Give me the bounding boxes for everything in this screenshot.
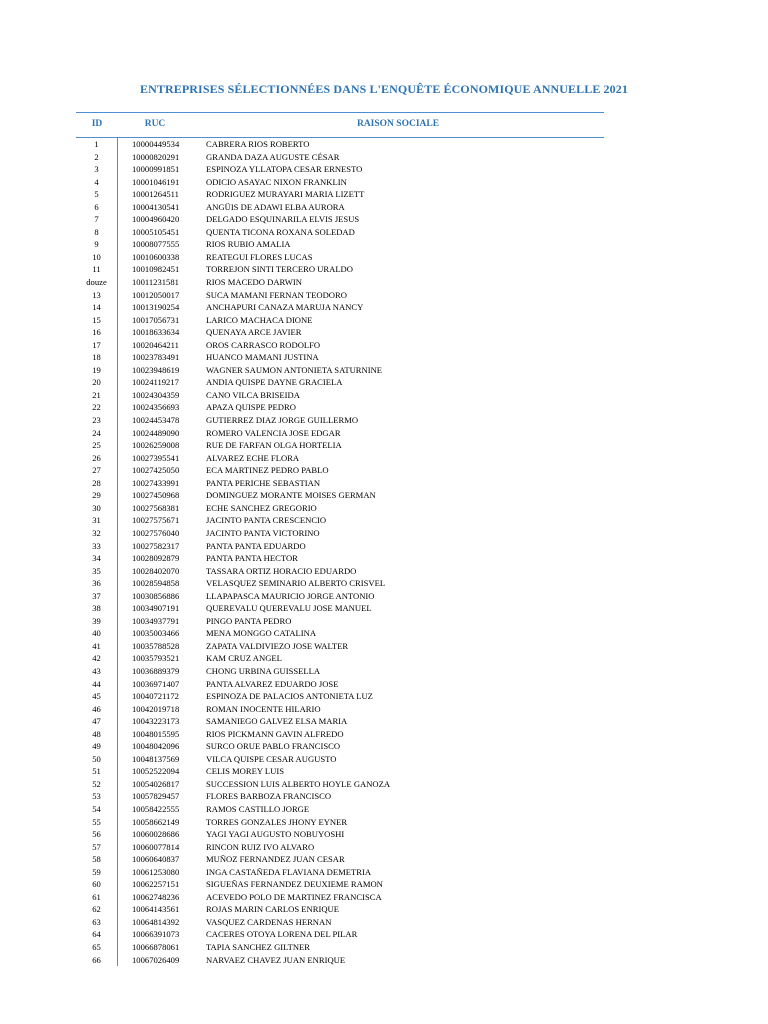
cell-ruc: 10035788528 — [132, 640, 180, 651]
cell-id: 66 — [92, 954, 101, 965]
table-row — [76, 778, 604, 791]
cell-ruc: 10027425050 — [132, 465, 180, 476]
cell-raison-sociale: VELASQUEZ SEMINARIO ALBERTO CRISVEL — [206, 578, 386, 589]
cell-ruc: 10048137569 — [132, 753, 180, 764]
cell-raison-sociale: ESPINOZA DE PALACIOS ANTONIETA LUZ — [206, 691, 373, 702]
cell-raison-sociale: SURCO ORUE PABLO FRANCISCO — [206, 741, 341, 752]
cell-id: 8 — [94, 226, 99, 237]
cell-id: 43 — [92, 665, 101, 676]
table-row — [76, 878, 604, 891]
cell-raison-sociale: ALVAREZ ECHE FLORA — [206, 452, 300, 463]
cell-id: 19 — [92, 364, 101, 375]
cell-raison-sociale: WAGNER SAUMON ANTONIETA SATURNINE — [206, 364, 383, 375]
cell-raison-sociale: PINGO PANTA PEDRO — [206, 615, 292, 626]
cell-id: 9 — [94, 239, 99, 250]
cell-ruc: 10040721172 — [132, 691, 179, 702]
cell-raison-sociale: ANCHAPURI CANAZA MARUJA NANCY — [206, 302, 364, 313]
table-row — [76, 753, 604, 766]
cell-raison-sociale: ANDIA QUISPE DAYNE GRACIELA — [206, 377, 343, 388]
table-row — [76, 828, 604, 841]
cell-raison-sociale: ECA MARTINEZ PEDRO PABLO — [206, 465, 329, 476]
cell-id: 63 — [92, 916, 101, 927]
cell-raison-sociale: CANO VILCA BRISEIDA — [206, 389, 300, 400]
cell-raison-sociale: INGA CASTAÑEDA FLAVIANA DEMETRIA — [206, 866, 372, 877]
cell-ruc: 10066878061 — [132, 942, 180, 952]
cell-raison-sociale: JACINTO PANTA CRESCENCIO — [206, 515, 327, 526]
table-row — [76, 602, 604, 615]
table-row — [76, 138, 604, 151]
cell-ruc: 10023783491 — [132, 352, 180, 363]
cell-id: 28 — [92, 477, 101, 488]
cell-ruc: 10026259008 — [132, 440, 180, 451]
cell-id: 5 — [94, 189, 99, 200]
table-row — [76, 790, 604, 803]
cell-ruc: 10027433991 — [132, 477, 180, 488]
cell-id: 62 — [92, 904, 101, 915]
cell-ruc: 10004130541 — [132, 201, 180, 212]
cell-id: 50 — [92, 753, 101, 764]
table-row — [76, 703, 604, 716]
cell-id: 58 — [92, 854, 101, 865]
cell-ruc: 10000991851 — [132, 164, 180, 175]
cell-raison-sociale: ROJAS MARIN CARLOS ENRIQUE — [206, 904, 339, 915]
cell-id: 35 — [92, 565, 101, 576]
cell-ruc: 10024489090 — [132, 427, 180, 438]
cell-id: 2 — [94, 151, 99, 162]
table-row — [76, 464, 604, 477]
cell-ruc: 10060077814 — [132, 841, 180, 852]
table-row — [76, 690, 604, 703]
table-row — [76, 351, 604, 364]
cell-raison-sociale: VILCA QUISPE CESAR AUGUSTO — [206, 753, 337, 764]
table-row — [76, 439, 604, 452]
table-row — [76, 540, 604, 553]
cell-ruc: 10064143561 — [132, 904, 180, 915]
cell-ruc: 10024356693 — [132, 402, 180, 413]
cell-id: 3 — [94, 164, 99, 175]
cell-ruc: 10024119217 — [132, 377, 179, 388]
table-row — [76, 590, 604, 603]
cell-raison-sociale: LARICO MACHACA DIONE — [206, 314, 313, 325]
table-row — [76, 389, 604, 402]
cell-raison-sociale: GRANDA DAZA AUGUSTE CÉSAR — [206, 151, 340, 162]
cell-id: 32 — [92, 527, 101, 538]
cell-id: 24 — [92, 427, 101, 438]
cell-id: 57 — [92, 841, 101, 852]
cell-ruc: 10064814392 — [132, 916, 180, 927]
cell-id: 40 — [92, 628, 101, 639]
cell-ruc: 10013190254 — [132, 302, 180, 313]
cell-ruc: 10036971407 — [132, 678, 180, 689]
table-row — [76, 841, 604, 854]
cell-id: 6 — [94, 201, 99, 212]
table-row — [76, 678, 604, 691]
cell-raison-sociale: TORREJON SINTI TERCERO URALDO — [206, 264, 353, 275]
table-row — [76, 740, 604, 753]
cell-ruc: 10001046191 — [132, 176, 180, 187]
table-row — [76, 201, 604, 214]
cell-id: 59 — [92, 866, 101, 877]
cell-raison-sociale: TAPIA SANCHEZ GILTNER — [206, 942, 311, 952]
table-row — [76, 289, 604, 302]
table-row — [76, 477, 604, 490]
cell-ruc: 10001264511 — [132, 189, 179, 200]
cell-ruc: 10008077555 — [132, 239, 180, 250]
table-row — [76, 640, 604, 653]
table-row — [76, 577, 604, 590]
cell-ruc: 10028092879 — [132, 553, 180, 564]
table-row — [76, 954, 604, 967]
cell-ruc: 10048042096 — [132, 741, 180, 752]
table-row — [76, 226, 604, 239]
cell-ruc: 10017056731 — [132, 314, 180, 325]
cell-raison-sociale: MUÑOZ FERNANDEZ JUAN CESAR — [206, 854, 345, 865]
cell-ruc: 10027575671 — [132, 515, 180, 526]
cell-raison-sociale: RIOS PICKMANN GAVIN ALFREDO — [206, 728, 344, 739]
table-row — [76, 928, 604, 941]
cell-ruc: 10052522094 — [132, 766, 180, 777]
table-row — [76, 176, 604, 189]
cell-id: 7 — [94, 214, 99, 225]
cell-id: 22 — [92, 402, 101, 413]
cell-id: 1 — [94, 139, 99, 149]
cell-raison-sociale: RODRIGUEZ MURAYARI MARIA LIZETT — [206, 189, 365, 200]
header-raison-sociale: RAISON SOCIALE — [356, 119, 440, 129]
table-row — [76, 665, 604, 678]
cell-id: 55 — [92, 816, 101, 827]
cell-id: 29 — [92, 490, 101, 501]
cell-ruc: 10012050017 — [132, 289, 180, 300]
cell-ruc: 10020464211 — [132, 339, 179, 350]
table-row — [76, 263, 604, 276]
cell-raison-sociale: NARVAEZ CHAVEZ JUAN ENRIQUE — [206, 954, 346, 965]
table-row — [76, 866, 604, 879]
table-row — [76, 326, 604, 339]
table-row — [76, 916, 604, 929]
cell-raison-sociale: PANTA PERICHE SEBASTIAN — [206, 477, 321, 488]
cell-raison-sociale: DELGADO ESQUINARILA ELVIS JESUS — [206, 214, 360, 225]
table-row — [76, 414, 604, 427]
cell-raison-sociale: ESPINOZA YLLATOPA CESAR ERNESTO — [206, 164, 363, 175]
cell-raison-sociale: ODICIO ASAYAC NIXON FRANKLIN — [206, 176, 347, 187]
cell-id: 38 — [92, 603, 101, 614]
cell-id: 36 — [92, 578, 101, 589]
cell-raison-sociale: ROMERO VALENCIA JOSE EDGAR — [206, 427, 341, 438]
table-row — [76, 765, 604, 778]
cell-raison-sociale: QUEREVALU QUEREVALU JOSE MANUEL — [206, 603, 372, 614]
table-row — [76, 489, 604, 502]
cell-id: 13 — [92, 289, 101, 300]
cell-raison-sociale: CACERES OTOYA LORENA DEL PILAR — [206, 929, 358, 940]
cell-ruc: 10035793521 — [132, 653, 180, 664]
document-title: ENTREPRISES SÉLECTIONNÉES DANS L'ENQUÊTE ÉCONOMIQUE ANNUELLE 2021 — [140, 82, 628, 96]
table-body — [76, 138, 604, 966]
table-row — [76, 151, 604, 164]
cell-raison-sociale: TASSARA ORTIZ HORACIO EDUARDO — [206, 565, 357, 576]
cell-ruc: 10057829457 — [132, 791, 180, 802]
table-row — [76, 376, 604, 389]
cell-ruc: 10000449534 — [132, 139, 180, 149]
cell-raison-sociale: RAMOS CASTILLO JORGE — [206, 803, 310, 814]
cell-ruc: 10018633634 — [132, 327, 180, 338]
cell-ruc: 10042019718 — [132, 703, 180, 714]
cell-raison-sociale: RIOS RUBIO AMALIA — [206, 239, 291, 250]
cell-ruc: 10000820291 — [132, 151, 180, 162]
cell-raison-sociale: ACEVEDO POLO DE MARTINEZ FRANCISCA — [206, 891, 382, 902]
cell-id: 17 — [92, 339, 101, 350]
cell-id: 33 — [92, 540, 101, 551]
cell-id: 34 — [92, 553, 101, 564]
table-row — [76, 427, 604, 440]
cell-raison-sociale: VASQUEZ CARDENAS HERNAN — [206, 916, 332, 927]
cell-ruc: 10027582317 — [132, 540, 180, 551]
table-row — [76, 238, 604, 251]
cell-id: 10 — [92, 251, 101, 262]
cell-id: 42 — [92, 653, 101, 664]
table-row — [76, 715, 604, 728]
cell-ruc: 10027395541 — [132, 452, 180, 463]
cell-raison-sociale: SUCA MAMANI FERNAN TEODORO — [206, 289, 347, 300]
cell-raison-sociale: YAGI YAGI AUGUSTO NOBUYOSHI — [206, 829, 345, 840]
cell-raison-sociale: OROS CARRASCO RODOLFO — [206, 339, 321, 350]
cell-raison-sociale: GUTIERREZ DIAZ JORGE GUILLERMO — [206, 415, 359, 426]
cell-raison-sociale: PANTA PANTA HECTOR — [206, 553, 298, 564]
cell-ruc: 10060028686 — [132, 829, 180, 840]
table-row — [76, 188, 604, 201]
table-row — [76, 565, 604, 578]
cell-raison-sociale: QUENTA TICONA ROXANA SOLEDAD — [206, 226, 355, 237]
cell-id: 64 — [92, 929, 101, 940]
cell-ruc: 10062748236 — [132, 891, 180, 902]
table-row — [76, 276, 604, 289]
cell-raison-sociale: SAMANIEGO GALVEZ ELSA MARIA — [206, 716, 348, 727]
cell-ruc: 10034907191 — [132, 603, 180, 614]
cell-ruc: 10048015595 — [132, 728, 180, 739]
cell-id: 61 — [92, 891, 101, 902]
cell-raison-sociale: RIOS MACEDO DARWIN — [206, 277, 302, 288]
cell-raison-sociale: SUCCESSION LUIS ALBERTO HOYLE GANOZA — [206, 778, 391, 789]
cell-raison-sociale: DOMINGUEZ MORANTE MOISES GERMAN — [206, 490, 376, 501]
cell-id: 18 — [92, 352, 101, 363]
cell-ruc: 10005105451 — [132, 226, 180, 237]
table-row — [76, 514, 604, 527]
table-row — [76, 552, 604, 565]
table-row — [76, 251, 604, 264]
cell-id: 25 — [92, 440, 101, 451]
cell-id: 30 — [92, 502, 101, 513]
cell-ruc: 10023948619 — [132, 364, 180, 375]
table-row — [76, 816, 604, 829]
table-row — [76, 627, 604, 640]
table-row — [76, 728, 604, 741]
cell-ruc: 10054026817 — [132, 778, 180, 789]
table-row — [76, 364, 604, 377]
cell-ruc: 10027576040 — [132, 527, 180, 538]
cell-ruc: 10030856886 — [132, 590, 180, 601]
cell-raison-sociale: RUE DE FARFAN OLGA HORTELIA — [206, 440, 342, 451]
cell-id: 16 — [92, 327, 101, 338]
cell-id: 11 — [92, 264, 101, 275]
cell-ruc: 10035003466 — [132, 628, 180, 639]
cell-id: 53 — [92, 791, 101, 802]
cell-raison-sociale: CHONG URBINA GUISSELLA — [206, 665, 321, 676]
table-row — [76, 527, 604, 540]
cell-raison-sociale: SIGUEÑAS FERNANDEZ DEUXIEME RAMON — [206, 879, 383, 890]
cell-id: 41 — [92, 640, 101, 651]
cell-id: 23 — [92, 415, 101, 426]
header-id: ID — [91, 119, 103, 129]
cell-id: 31 — [92, 515, 101, 526]
table-row — [76, 652, 604, 665]
cell-id: 39 — [92, 615, 101, 626]
cell-ruc: 10058422555 — [132, 803, 180, 814]
cell-raison-sociale: HUANCO MAMANI JUSTINA — [206, 352, 319, 363]
table-row — [76, 401, 604, 414]
cell-id: douze — [86, 277, 107, 288]
cell-raison-sociale: ROMAN INOCENTE HILARIO — [206, 703, 321, 714]
cell-raison-sociale: PANTA PANTA EDUARDO — [206, 540, 306, 551]
table-row — [76, 891, 604, 904]
cell-id: 15 — [92, 314, 101, 325]
cell-ruc: 10028402070 — [132, 565, 180, 576]
cell-id: 52 — [92, 778, 101, 789]
cell-ruc: 10043223173 — [132, 716, 180, 727]
cell-ruc: 10034937791 — [132, 615, 180, 626]
cell-raison-sociale: LLAPAPASCA MAURICIO JORGE ANTONIO — [206, 590, 375, 601]
cell-ruc: 10028594858 — [132, 578, 180, 589]
cell-id: 51 — [92, 766, 101, 777]
cell-id: 37 — [92, 590, 101, 601]
cell-ruc: 10024304359 — [132, 389, 180, 400]
table-row — [76, 339, 604, 352]
cell-ruc: 10060640837 — [132, 854, 180, 865]
cell-id: 48 — [92, 728, 101, 739]
cell-raison-sociale: KAM CRUZ ANGEL — [206, 653, 282, 664]
header-ruc: RUC — [144, 119, 166, 129]
cell-id: 27 — [92, 465, 101, 476]
cell-raison-sociale: RINCON RUIZ IVO ALVARO — [206, 841, 315, 852]
cell-id: 44 — [92, 678, 101, 689]
cell-ruc: 10058662149 — [132, 816, 180, 827]
table-header — [76, 112, 604, 138]
cell-id: 14 — [92, 302, 101, 313]
cell-ruc: 10024453478 — [132, 415, 180, 426]
cell-ruc: 10004960420 — [132, 214, 180, 225]
cell-id: 20 — [92, 377, 101, 388]
table-row — [76, 853, 604, 866]
cell-raison-sociale: JACINTO PANTA VICTORINO — [206, 527, 320, 538]
table-row — [76, 803, 604, 816]
cell-id: 47 — [92, 716, 101, 727]
cell-ruc: 10027568381 — [132, 502, 180, 513]
cell-ruc: 10066391073 — [132, 929, 180, 940]
cell-raison-sociale: ZAPATA VALDIVIEZO JOSE WALTER — [206, 640, 349, 651]
cell-id: 21 — [92, 389, 101, 400]
table-row — [76, 615, 604, 628]
cell-id: 49 — [92, 741, 101, 752]
cell-id: 54 — [92, 803, 101, 814]
cell-raison-sociale: QUENAYA ARCE JAVIER — [206, 327, 302, 338]
cell-ruc: 10036889379 — [132, 665, 180, 676]
cell-raison-sociale: CABRERA RIOS ROBERTO — [206, 139, 310, 149]
companies-table — [76, 112, 604, 966]
cell-ruc: 10011231581 — [132, 277, 179, 288]
cell-id: 4 — [94, 176, 99, 187]
cell-raison-sociale: TORRES GONZALES JHONY EYNER — [206, 816, 348, 827]
cell-raison-sociale: APAZA QUISPE PEDRO — [206, 402, 296, 413]
table-row — [76, 502, 604, 515]
cell-id: 45 — [92, 691, 101, 702]
table-row — [76, 452, 604, 465]
cell-raison-sociale: PANTA ALVAREZ EDUARDO JOSE — [206, 678, 339, 689]
table-row — [76, 163, 604, 176]
table-row — [76, 314, 604, 327]
cell-raison-sociale: ANGÜIS DE ADAWI ELBA AURORA — [206, 201, 345, 212]
cell-ruc: 10027450968 — [132, 490, 180, 501]
table-row — [76, 213, 604, 226]
cell-id: 65 — [92, 942, 101, 952]
cell-id: 60 — [92, 879, 101, 890]
cell-raison-sociale: FLORES BARBOZA FRANCISCO — [206, 791, 332, 802]
cell-raison-sociale: ECHE SANCHEZ GREGORIO — [206, 502, 317, 513]
cell-id: 56 — [92, 829, 101, 840]
cell-raison-sociale: REATEGUI FLORES LUCAS — [206, 251, 313, 262]
cell-ruc: 10067026409 — [132, 954, 180, 965]
cell-ruc: 10062257151 — [132, 879, 180, 890]
cell-ruc: 10010600338 — [132, 251, 180, 262]
cell-raison-sociale: MENA MONGGO CATALINA — [206, 628, 317, 639]
table-row — [76, 301, 604, 314]
cell-ruc: 10010982451 — [132, 264, 180, 275]
cell-ruc: 10061253080 — [132, 866, 180, 877]
cell-id: 26 — [92, 452, 101, 463]
table-row — [76, 903, 604, 916]
cell-id: 46 — [92, 703, 101, 714]
table-row — [76, 941, 604, 954]
cell-raison-sociale: CELIS MOREY LUIS — [206, 766, 284, 777]
